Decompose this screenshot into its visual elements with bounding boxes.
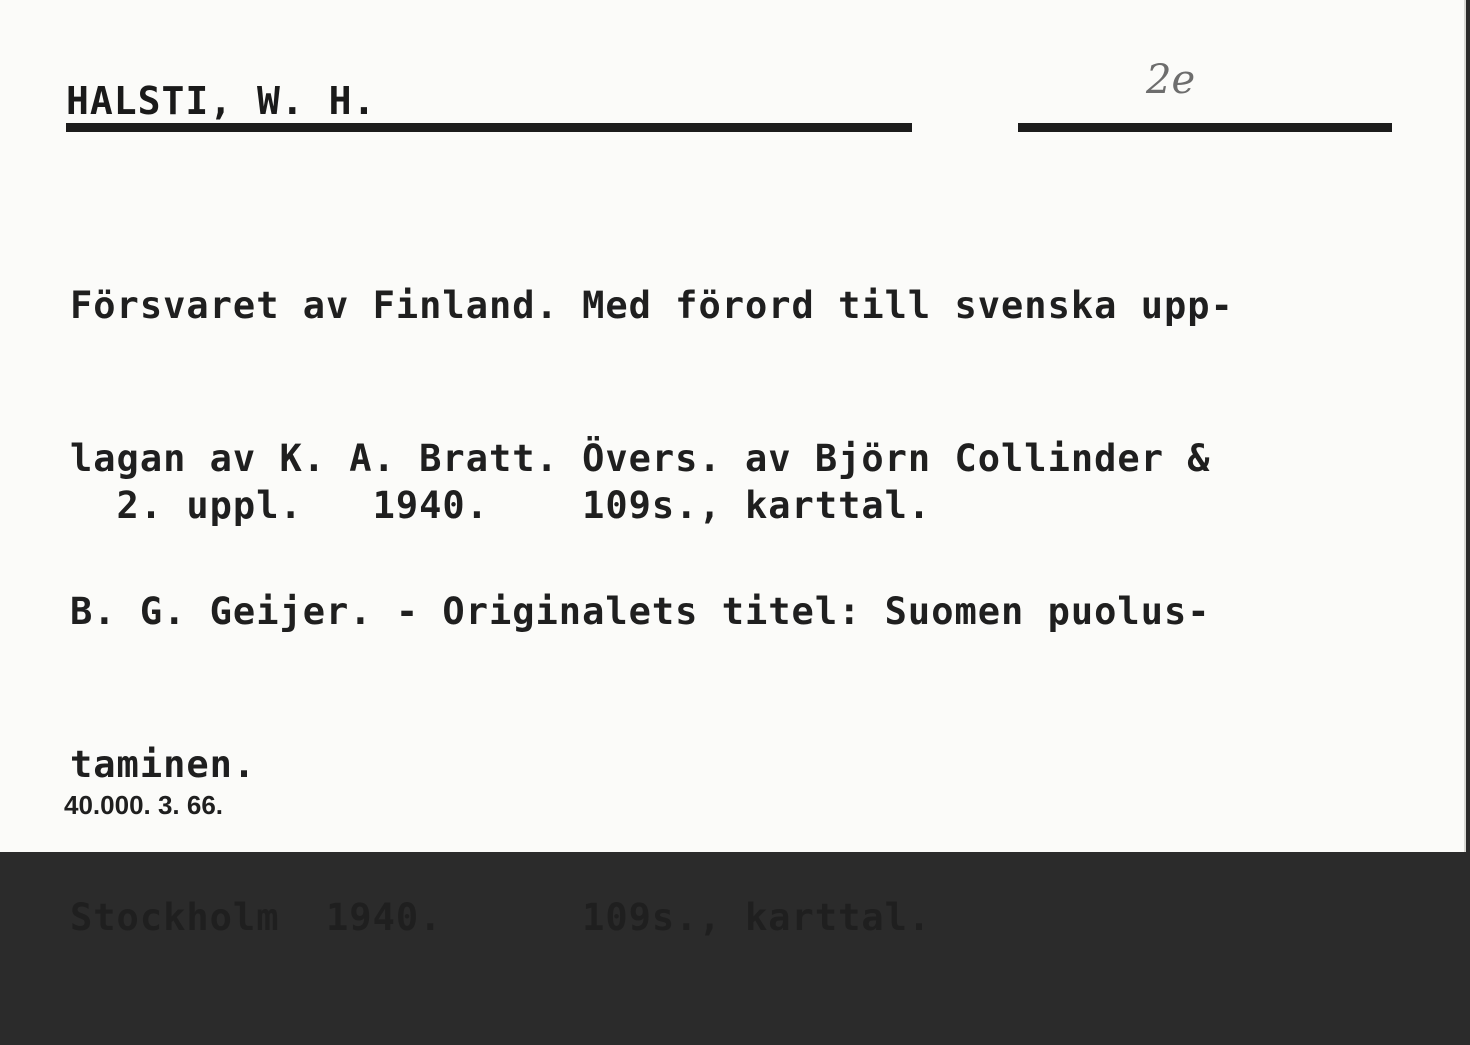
description-line: Försvaret av Finland. Med förord till svenska upp- xyxy=(70,284,1234,327)
description-line: lagan av K. A. Bratt. Övers. av Björn Collinder & xyxy=(70,437,1211,480)
handwritten-shelf-mark: 2e xyxy=(1146,57,1196,103)
description-line: taminen. xyxy=(70,743,257,786)
heading-rule-right xyxy=(1018,123,1392,132)
bibliographic-description xyxy=(70,178,1234,1045)
imprint-line: Stockholm 1940. 109s., karttal. xyxy=(70,896,932,939)
description-line: B. G. Geijer. - Originalets titel: Suomen puolus- xyxy=(70,590,1211,633)
print-code: 40.000. 3. 66. xyxy=(64,790,224,820)
author-heading: HALSTI, W. H. xyxy=(66,79,377,123)
edition-line: 2. uppl. 1940. 109s., karttal. xyxy=(70,484,932,527)
heading-rule-left xyxy=(66,123,912,132)
